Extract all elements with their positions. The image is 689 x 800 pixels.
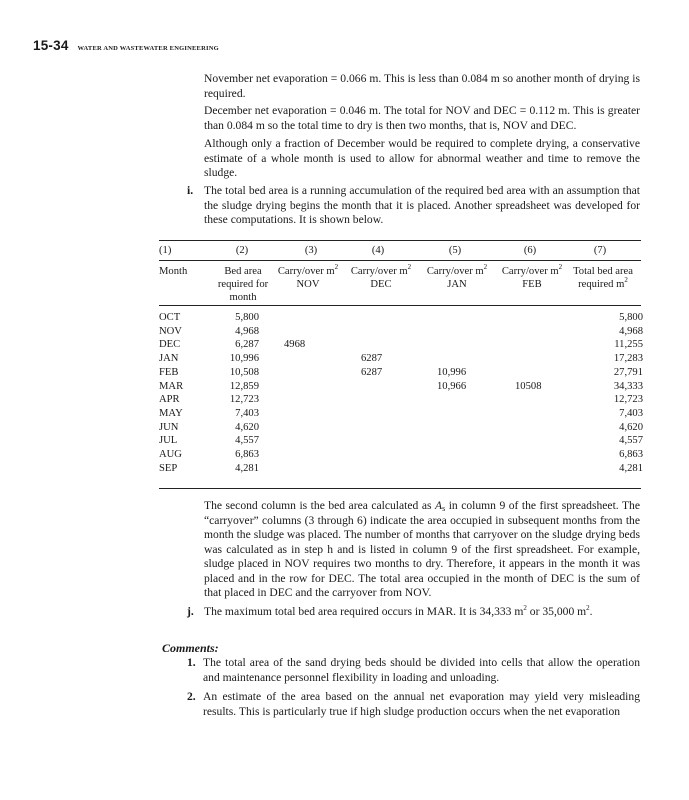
comment-1-text: The total area of the sand drying beds should be divided into cells that allow the operation and maintenance personnel flexibility in loading and unloading. (203, 656, 640, 684)
cell-total: 4,557 (619, 435, 643, 447)
cell-month: JAN (159, 353, 179, 365)
colnum-3: (3) (304, 245, 318, 256)
cell-total: 34,333 (613, 380, 643, 392)
table-top-rule (159, 240, 641, 241)
cell-total: 4,620 (619, 421, 643, 433)
comments-heading: Comments: (162, 641, 219, 655)
cell-bed: 10,508 (229, 366, 259, 378)
cell-bed: 12,859 (229, 380, 259, 392)
paragraph-december: December net evaporation = 0.046 m. The total for NOV and DEC = 0.112 m. This is greater than 0.084 m so the total time to dry is then two months, that is, NOV and DEC. (204, 104, 640, 132)
cell-bed: 4,620 (235, 421, 259, 433)
colnum-6: (6) (523, 245, 537, 256)
cell-bed: 12,723 (229, 394, 259, 406)
step-j-marker: j. (187, 605, 194, 618)
cell-month: OCT (159, 312, 181, 323)
cell-nov: 4968 (284, 339, 306, 351)
cell-bed: 6,863 (235, 449, 259, 460)
cell-total: 4,968 (619, 325, 643, 337)
cell-total: 6,863 (619, 449, 643, 460)
cell-total: 12,723 (613, 394, 643, 406)
page-number: 15-34 (33, 38, 69, 53)
cell-month: NOV (159, 325, 182, 337)
cell-month: MAR (159, 380, 184, 392)
cell-month: SEP (159, 462, 178, 474)
comment-item-2 (187, 690, 640, 719)
paragraph-fraction: Although only a fraction of December would be required to complete drying, a conservative estimate of a whole month is used to allow for abnormal weather and time to remove the sludge. (204, 137, 640, 179)
cell-bed: 6,287 (235, 339, 259, 351)
running-header (33, 38, 219, 53)
cell-jan: 10,966 (437, 380, 467, 392)
cell-month: MAY (159, 407, 183, 419)
colnum-2: (2) (235, 245, 249, 256)
running-head-title: WATER AND WASTEWATER ENGINEERING (77, 45, 219, 52)
cell-month: FEB (159, 366, 179, 378)
paragraph-explanation: The second column is the bed area calculated as $A_s$ in column 9 of the first spreadsheet. The “carryover” columns (3 through 6) indicate the area occupied in subsequent months from the month the sludge was placed. The number of months that carryover on the sludge drying beds was calculated as in step h and is listed in column 9 of the first spreadsheet. For example, sludge placed in NOV requires two months to dry. Therefore, it appears in the month it was placed and in the row for DEC. The total area occupied in the month of DEC is the sum of that placed in DEC and the carryover from NOV. (204, 499, 640, 599)
header-carryover-nov: Carry/over $m^2$ NOV (277, 263, 339, 290)
cell-bed: 4,281 (235, 462, 259, 474)
paragraph-november: November net evaporation = 0.066 m. This is less than 0.084 m so another month of drying is required. (204, 72, 640, 100)
cell-dec: 6287 (361, 353, 383, 365)
header-month: Month (159, 266, 188, 277)
cell-feb: 10508 (515, 380, 542, 392)
cell-bed: 7,403 (235, 407, 259, 419)
step-i-marker: i. (187, 184, 194, 197)
table-colnum-rule (159, 260, 641, 261)
cell-jan: 10,996 (437, 366, 467, 378)
step-i (187, 184, 640, 228)
cell-bed: 5,800 (235, 312, 259, 323)
header-total-bed-area: Total bed area required $m^2$ (573, 266, 633, 290)
comment-item-1 (187, 656, 640, 685)
cell-total: 7,403 (619, 407, 643, 419)
cell-total: 27,791 (613, 366, 643, 378)
comment-1-marker: 1. (187, 656, 196, 669)
colnum-1: (1) (159, 245, 172, 256)
header-bed-area: Bed area required for month (217, 266, 269, 303)
cell-total: 4,281 (619, 462, 643, 474)
colnum-7: (7) (593, 245, 607, 256)
cell-month: JUL (159, 435, 178, 447)
header-carryover-dec: Carry/over $m^2$ DEC (350, 263, 412, 290)
cell-month: DEC (159, 339, 181, 351)
step-j-text: The maximum total bed area required occurs in MAR. It is 34,333 $m^2$ or 35,000 $m^2$. (204, 604, 593, 618)
header-carryover-jan: Carry/over $m^2$ JAN (426, 263, 488, 290)
step-j (187, 605, 640, 620)
comment-2-marker: 2. (187, 690, 196, 703)
step-i-text: The total bed area is a running accumulation of the required bed area with an assumption that the sludge drying begins the month that it is placed. Another spreadsheet was developed for these computations. It is shown below. (204, 184, 640, 226)
cell-bed: 10,996 (229, 353, 259, 365)
cell-total: 5,800 (619, 312, 643, 323)
cell-bed: 4,968 (235, 325, 259, 337)
colnum-4: (4) (371, 245, 385, 256)
header-carryover-feb: Carry/over $m^2$ FEB (501, 263, 563, 290)
table-bottom-rule (159, 488, 641, 489)
cell-month: JUN (159, 421, 179, 433)
cell-dec: 6287 (361, 366, 383, 378)
cell-month: APR (159, 394, 180, 406)
cell-total: 17,283 (613, 353, 643, 365)
cell-total: 11,255 (614, 339, 643, 351)
table-header-rule (159, 305, 641, 306)
cell-month: AUG (159, 449, 182, 460)
comment-2-text: An estimate of the area based on the annual net evaporation may yield very misleading results. This is particularly true if high sludge production occurs when the net evaporation (203, 690, 640, 718)
cell-bed: 4,557 (235, 435, 259, 447)
colnum-5: (5) (448, 245, 462, 256)
